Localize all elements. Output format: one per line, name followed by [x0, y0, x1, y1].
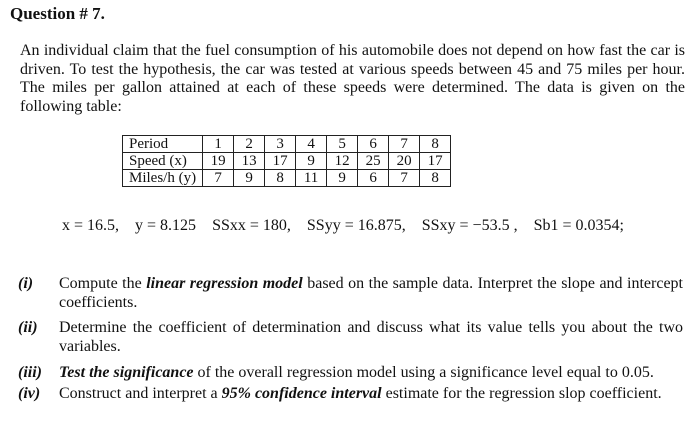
table-row: [123, 170, 451, 187]
summary-statistics: [62, 217, 624, 235]
table-cell: 25: [358, 153, 389, 170]
table-cell: 11: [296, 170, 327, 187]
question-number: (i): [18, 275, 34, 292]
question-item: [18, 318, 683, 356]
row-label: Speed (x): [123, 153, 203, 170]
question-item: [18, 363, 683, 382]
table-cell: 17: [420, 153, 451, 170]
table-row: [123, 136, 451, 153]
data-table: [122, 135, 451, 187]
table-cell: 19: [203, 153, 234, 170]
table-cell: 1: [203, 136, 234, 153]
table-cell: 20: [389, 153, 420, 170]
question-number: (iii): [18, 364, 42, 381]
question-item: [18, 384, 683, 403]
question-text: Compute the linear regression model based on the sample data. Interpret the slope and intercept coefficients.: [59, 275, 684, 311]
problem-statement: An individual claim that the fuel consumption of his automobile does not depend on how fast the car is driven. To test the hypothesis, the car was tested at various speeds between 45 and 75 miles per hour. The miles per gallon attained at each of these speeds were determined. The data is given on the following table:: [20, 42, 685, 115]
table-cell: 13: [234, 153, 265, 170]
question-text: Test the significance of the overall regression model using a significance level equal to 0.05.: [59, 364, 654, 381]
question-number: (ii): [18, 319, 38, 336]
table-row: [123, 153, 451, 170]
ss-xy: SSxy = −53.5 ,: [421, 217, 518, 234]
table-cell: 8: [420, 170, 451, 187]
table-cell: 7: [203, 170, 234, 187]
table-cell: 6: [358, 170, 389, 187]
y-mean: y = 8.125: [135, 217, 197, 234]
row-label: Miles/h (y): [123, 170, 203, 187]
question-text: Construct and interpret a 95% confidence interval estimate for the regression slop coefficient.: [59, 385, 662, 402]
question-text: Determine the coefficient of determination and discuss what its value tells you about the two variables.: [59, 319, 683, 355]
row-label: Period: [123, 136, 203, 153]
table-cell: 12: [327, 153, 358, 170]
table-cell: 17: [265, 153, 296, 170]
table-cell: 7: [389, 136, 420, 153]
table-cell: 4: [296, 136, 327, 153]
table-cell: 9: [234, 170, 265, 187]
ss-xx: SSxx = 180,: [212, 217, 291, 234]
table-cell: 5: [327, 136, 358, 153]
table-cell: 7: [389, 170, 420, 187]
question-number: (iv): [18, 385, 41, 402]
table-cell: 2: [234, 136, 265, 153]
table-cell: 9: [327, 170, 358, 187]
table-cell: 8: [420, 136, 451, 153]
table-cell: 6: [358, 136, 389, 153]
question-item: [18, 274, 683, 312]
table-cell: 8: [265, 170, 296, 187]
question-title: Question # 7.: [10, 4, 105, 23]
table-cell: 3: [265, 136, 296, 153]
x-mean: x = 16.5,: [62, 217, 120, 234]
sb1: Sb1 = 0.0354;: [533, 217, 624, 234]
ss-yy: SSyy = 16.875,: [306, 217, 406, 234]
table-cell: 9: [296, 153, 327, 170]
